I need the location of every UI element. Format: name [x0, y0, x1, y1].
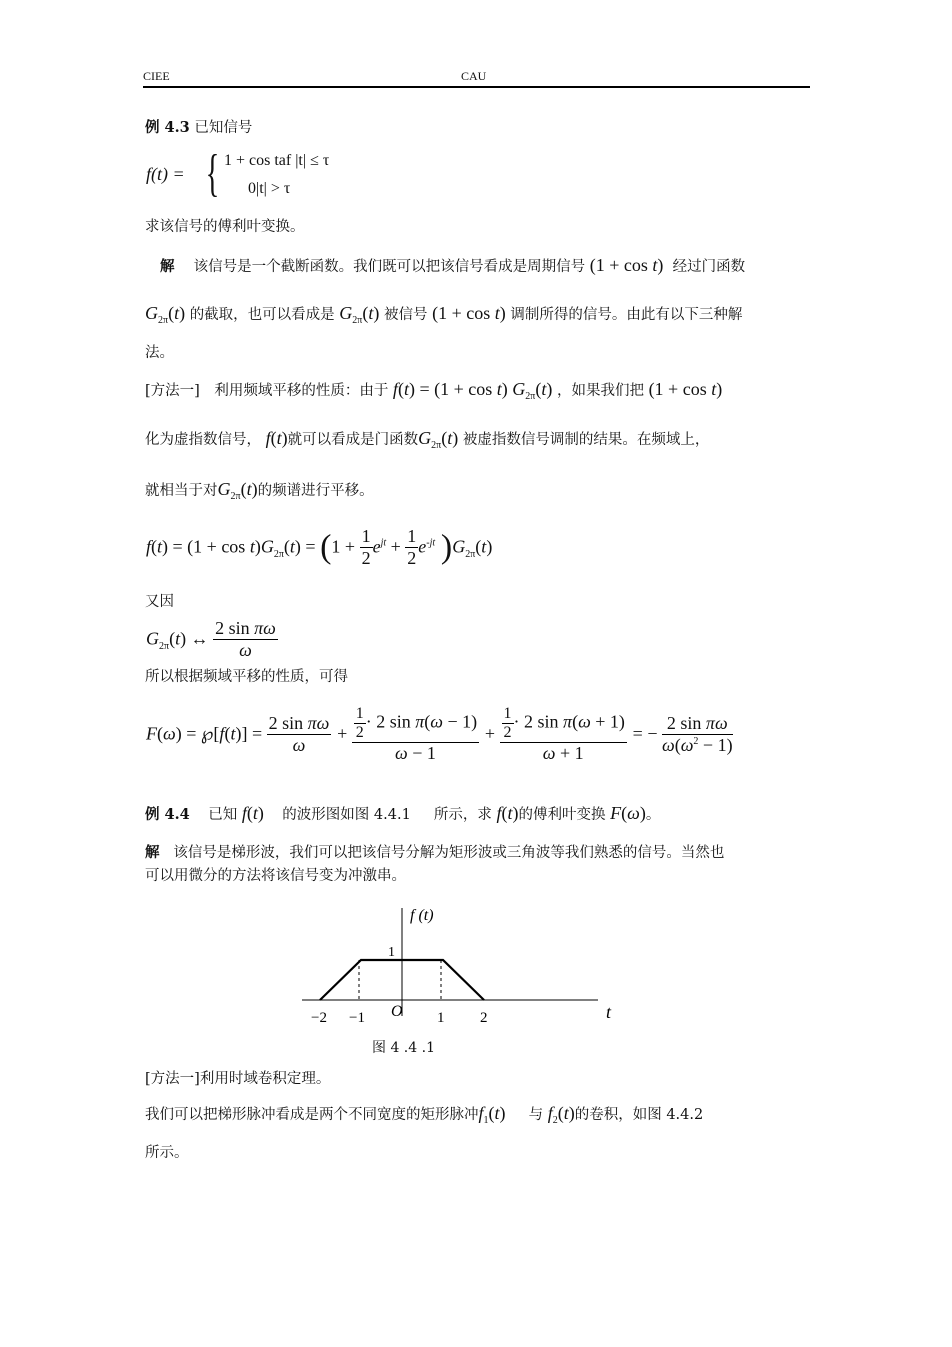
method-convolution-line-3: 所示。	[145, 1145, 189, 1161]
method-1-line-1: [方法一] 利用频域平移的性质：由于 f(t) = (1 + cos t) $G_{2\pi}(t)$ ，如果我们把 (1 + cos t)	[145, 379, 723, 402]
method-convolution-line-2: 我们可以把梯形脉冲看成是两个不同宽度的矩形脉冲$f_1(t)$ 与 $f_2(t)$的卷积，如图 4.4.2	[145, 1103, 704, 1126]
example-4-4-solution-2: 可以用微分的方法将该信号变为冲激串。	[145, 868, 406, 884]
solution-label: 解	[160, 258, 175, 275]
example-4-4-text-c: 所示，求	[433, 807, 492, 823]
solution-line-1: 解 该信号是一个截断函数。我们既可以把该信号看成是周期信号 (1 + cos t) 经过门函数	[160, 255, 746, 275]
x-label: t	[606, 1002, 612, 1022]
solution-text-2c: 调制所得的信号。由此有以下三种解	[510, 307, 743, 323]
method-1-text-3a: 就相当于对	[145, 483, 218, 499]
solution-line-2: $G_{2\pi}(t)$ 的截取，也可以看成是 $G_{2\pi}(t)$ 被信号 (1 + cos t) 调制所得的信号。由此有以下三种解	[145, 303, 743, 326]
y-label: f (t)	[410, 907, 434, 924]
example-intro: 已知信号	[194, 120, 253, 136]
method-1-text-b: ，如果我们把	[556, 383, 644, 399]
method-1-line-3: 就相当于对$G_{2\pi}(t)$的频谱进行平移。	[145, 479, 374, 502]
header-rule	[143, 86, 810, 88]
solution-text-2b: 被信号	[383, 307, 428, 323]
left-brace: {	[205, 145, 220, 202]
origin-label: O	[391, 1003, 403, 1020]
tick-2: 2	[480, 1010, 488, 1026]
figure-caption: 图 4 .4 .1	[372, 1040, 435, 1056]
suoyi: 所以根据频域平移的性质，可得	[145, 669, 348, 685]
solution-text-1a: 该信号是一个截断函数。我们既可以把该信号看成是周期信号	[193, 259, 586, 275]
method-conv-text-b: 与	[528, 1107, 544, 1123]
ft-lhs: f(t) =	[146, 164, 185, 184]
example-4-4-text-e: 。	[645, 807, 661, 823]
method-1-text-3b: 的频谱进行平移。	[257, 483, 374, 499]
piecewise-formula	[146, 145, 366, 206]
solution-text-1b: 经过门函数	[672, 259, 746, 275]
method-1-line-2: 化为虚指数信号， f(t)就可以看成是门函数$G_{2\pi}(t)$ 被虚指数信号调制的结果。在频域上，	[145, 428, 710, 451]
label-one: 1	[388, 945, 395, 960]
solution-line-3: 法。	[145, 345, 174, 361]
solution-text-2a: 的截取，也可以看成是	[189, 307, 335, 323]
example-4-4-text-d: 的傅利叶变换	[518, 807, 606, 823]
example-4-4-text-b: 的波形图如图 4.4.1	[282, 807, 411, 823]
method-convolution-line-1: [方法一]利用时域卷积定理。	[145, 1071, 331, 1087]
equation-F-omega: F(ω) = ℘[f(t)] = $\frac{\text{2 sin πω}}{\omega}$ + $\frac{1}{2}$ · 2 sin π(ω − 1) ω − 1 + $\frac{1}{2}$ · 2 sin π(ω + 1) ω + 1 = − $\frac{\text{2 sin πω}}{\omega(\omega^2 - 1)}$	[146, 705, 733, 763]
method-conv-text-c: 的卷积，如图 4.4.2	[574, 1107, 704, 1123]
example-4-4-label: 例 4.4	[145, 806, 190, 823]
question-4-3: 求该信号的傅利叶变换。	[145, 219, 305, 235]
method-conv-text-a: 我们可以把梯形脉冲看成是两个不同宽度的矩形脉冲	[145, 1107, 479, 1123]
header-center: CAU	[461, 69, 487, 83]
gate-transform-pair: $G_{2\pi}(t)$ ↔ $\frac{\text{2 sin πω}}{\omega}$	[146, 618, 276, 660]
case-2: 0|t| > τ	[248, 180, 291, 197]
trapezoid-figure	[290, 898, 630, 1058]
youyin: 又因	[145, 594, 174, 610]
method-1-text-2a: 化为虚指数信号，	[145, 432, 261, 448]
tick-minus-1: −1	[349, 1010, 365, 1026]
example-label: 例 4.3	[145, 119, 190, 136]
example-4-4-solution-1	[145, 843, 724, 863]
tick-minus-2: −2	[311, 1010, 327, 1026]
tick-1: 1	[437, 1010, 445, 1026]
case-1: 1 + cos taf |t| ≤ τ	[224, 152, 330, 169]
example-4-4-sol-text-1: 该信号是梯形波，我们可以把该信号分解为矩形波或三角波等我们熟悉的信号。当然也	[173, 845, 725, 861]
equation-expansion: $f(t) = (1 + \cos t)G_{2\pi}(t) = (1$ + $\frac{1}{2}$ $e^{jt}$ + $\frac{1}{2}$ $e^{-jt}$ )$G_{2\pi}(t)$	[146, 526, 493, 568]
example-4-4-sol-label: 解	[145, 844, 160, 861]
example-4-4-line: 例 4.4 已知 f(t) 的波形图如图 4.4.1 所示，求 f(t)的傅利叶变换 F(ω)。	[145, 803, 661, 823]
method-1-text-2c: 被虚指数信号调制的结果。在频域上，	[462, 432, 710, 448]
example-4-3-heading	[145, 118, 252, 138]
example-4-4-text-a: 已知	[208, 807, 238, 823]
header-left: CIEE	[143, 69, 170, 83]
method-1-text-2b: 就可以看成是门函数	[287, 432, 419, 448]
method-1-text-a: [方法一] 利用频域平移的性质：由于	[145, 383, 389, 399]
